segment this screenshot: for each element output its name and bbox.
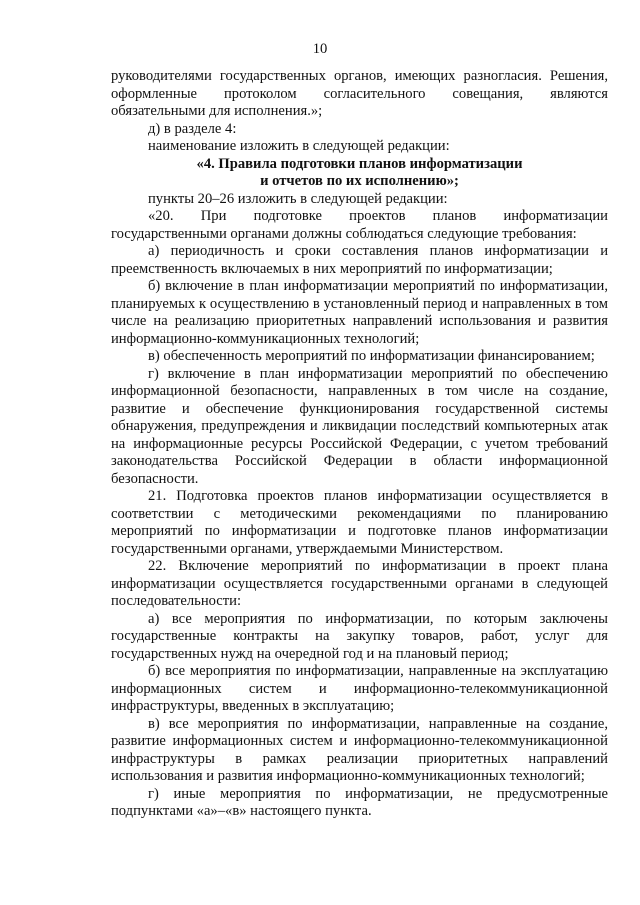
paragraph: д) в разделе 4:	[148, 120, 237, 137]
paragraph: а) все мероприятия по информатизации, по которым заключены государственные контракты на закупку товаров, работ, услуг для государственных нужд на очередной год и на плановый период;	[111, 610, 608, 662]
section-heading	[111, 156, 608, 191]
paragraph: в) все мероприятия по информатизации, направленные на создание, развитие информационных систем и информационно-телекоммуникационной инфраструктуры в рамках реализации приоритетных направлений использования и развития информационно-коммуникационных технологий;	[111, 715, 608, 784]
paragraph: г) иные мероприятия по информатизации, не предусмотренные подпунктами «а»–«в» настоящего пункта.	[111, 785, 608, 819]
paragraph: 22. Включение мероприятий по информатизации в проект плана информатизации осуществляется государственными органами в следующей последовательности:	[111, 558, 608, 609]
paragraph: б) все мероприятия по информатизации, направленные на эксплуатацию информационных систем и информационно-телекоммуникационной инфраструктуры, введенных в эксплуатацию;	[111, 663, 608, 714]
page-number: 10	[312, 41, 328, 57]
section-heading-line2: и отчетов по их исполнению»;	[260, 173, 459, 189]
paragraph: руководителями государственных органов, имеющих разногласия. Решения, оформленные протоколом согласительного совещания, являются обязательными для исполнения.»;	[111, 68, 608, 119]
paragraph: а) периодичность и сроки составления планов информатизации и преемственность включаемых в них мероприятий по информатизации;	[111, 243, 608, 277]
paragraph: б) включение в план информатизации мероприятий по информатизации, планируемых к осуществлению в установленный период и направленных в том числе на реализацию приоритетных направлений использования и развития информационно-коммуникационных технологий;	[111, 278, 608, 347]
paragraph: пункты 20–26 изложить в следующей редакции:	[148, 190, 448, 207]
paragraph: в) обеспеченность мероприятий по информатизации финансированием;	[148, 348, 595, 364]
paragraph: наименование изложить в следующей редакции:	[148, 138, 450, 154]
document-body	[111, 68, 608, 821]
paragraph: «20. При подготовке проектов планов информатизации государственными органами должны соблюдаться следующие требования:	[111, 208, 608, 242]
section-heading-line1: «4. Правила подготовки планов информатизации	[196, 155, 523, 172]
paragraph: г) включение в план информатизации мероприятий по обеспечению информационной безопасности, направленных в том числе на создание, развитие и обеспечение функционирования государственной системы обнаружения, предупреждения и ликвидации последствий компьютерных атак на информационные ресурсы Российской Федерации, с учетом требований законодательства Российской Федерации в области информационной безопасности.	[111, 365, 608, 487]
paragraph: 21. Подготовка проектов планов информатизации осуществляется в соответствии с методическими рекомендациями по планированию мероприятий по информатизации и подготовке планов информатизации государственными органами, утверждаемыми Министерством.	[111, 488, 608, 557]
